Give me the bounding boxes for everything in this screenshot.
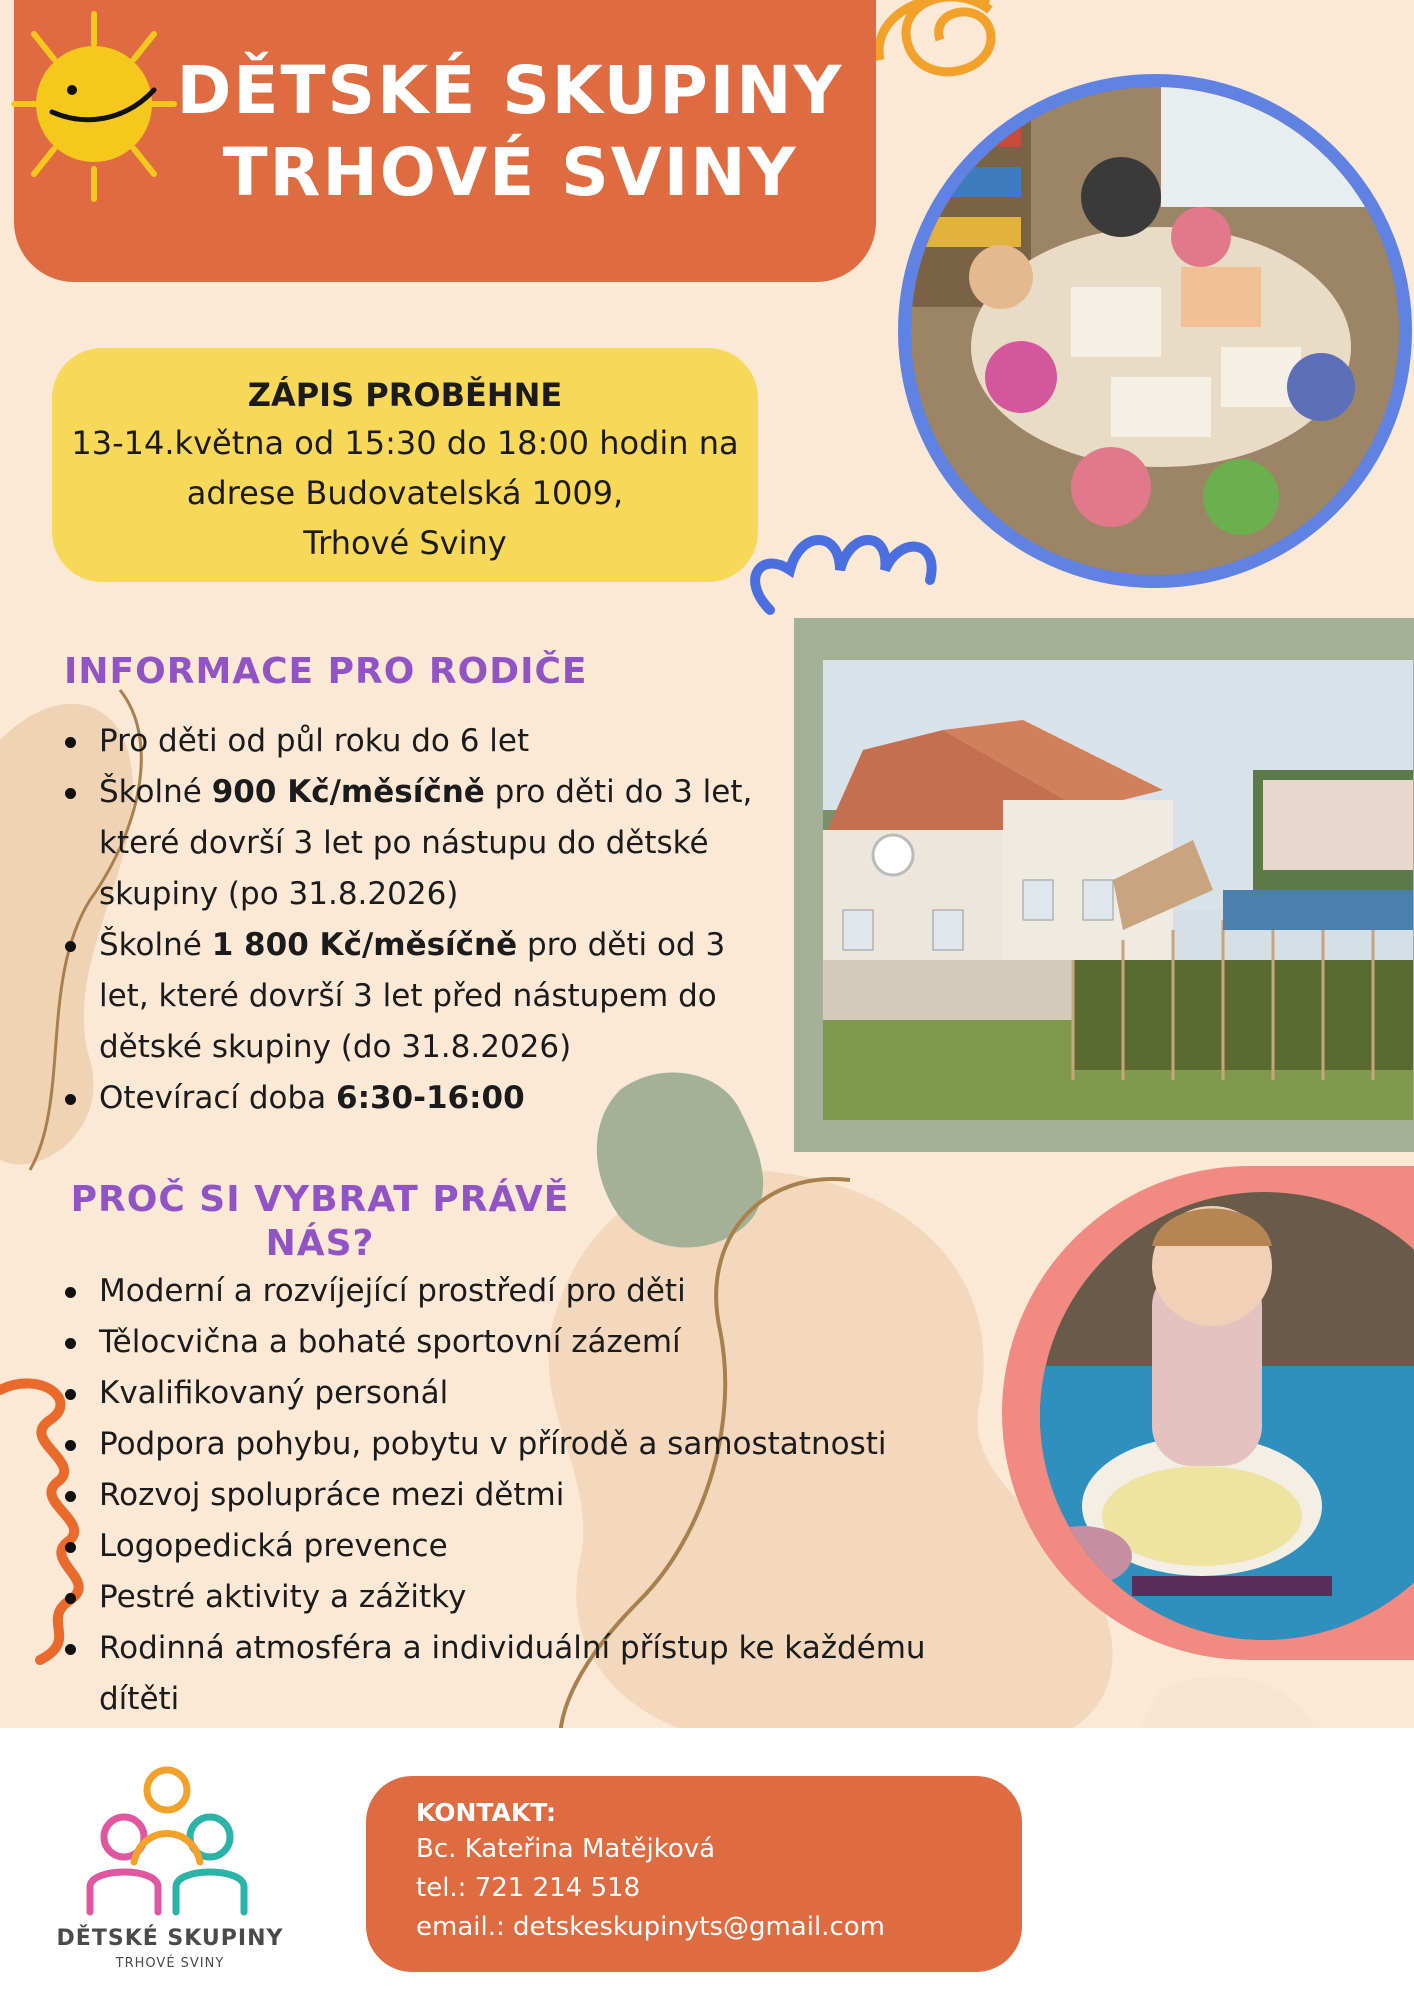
contact-phone[interactable]: tel.: 721 214 518: [416, 1873, 641, 1903]
list-item: Logopedická prevence: [60, 1521, 990, 1572]
list-item: [60, 920, 780, 1073]
list-item-highlight: 6:30-16:00: [336, 1080, 525, 1116]
list-item: Podpora pohybu, pobytu v přírodě a samostatnosti: [60, 1419, 990, 1470]
list-item-text: Školné: [99, 927, 212, 963]
building-render-photo: [823, 660, 1413, 1120]
heading-line-1: PROČ SI VYBRAT PRÁVĚ: [70, 1179, 570, 1220]
title-line-1: DĚTSKÉ SKUPINY: [176, 52, 844, 129]
list-item-highlight: 1 800 Kč/měsíčně: [211, 927, 518, 963]
section-heading-why-us: [60, 1178, 580, 1266]
children-painting-photo: [898, 74, 1412, 588]
enrollment-box: [52, 348, 758, 582]
list-item: [60, 767, 780, 920]
list-item: [60, 716, 780, 767]
list-item-text: Otevírací doba: [99, 1080, 337, 1116]
heading-line-2: NÁS?: [265, 1223, 375, 1264]
child-sensory-play-photo: [1002, 1166, 1414, 1660]
list-item: Rodinná atmosféra a individuální přístup ke každému dítěti: [60, 1623, 990, 1725]
list-item-text: pro děti do 3 let, které dovrší 3 let po nástupu do dětské skupiny (po 31.8.2026): [99, 774, 753, 912]
contact-name: Bc. Kateřina Matějková: [416, 1834, 716, 1864]
three-people-logo-icon: [82, 1762, 252, 1922]
list-item: Kvalifikovaný personál: [60, 1368, 990, 1419]
section-heading-info: INFORMACE PRO RODIČE: [64, 651, 588, 692]
contact-box: [366, 1776, 1022, 1972]
logo-subtitle: TRHOVÉ SVINY: [115, 1956, 225, 1971]
info-list: [60, 716, 780, 1124]
logo-name: DĚTSKÉ SKUPINY: [56, 1926, 284, 1951]
enrollment-town: Trhové Sviny: [303, 524, 507, 562]
title-line-2: TRHOVÉ SVINY: [222, 134, 798, 211]
contact-title: KONTAKT:: [416, 1798, 556, 1827]
list-item-text: pro děti od 3 let, které dovrší 3 let před nástupem do dětské skupiny (do 31.8.2026): [99, 927, 726, 1065]
list-item: Tělocvična a bohaté sportovní zázemí: [60, 1317, 990, 1368]
list-item: [60, 1073, 780, 1124]
enrollment-date: 13-14.května od 15:30 do 18:00 hodin na: [71, 424, 739, 462]
list-item-text: Školné: [99, 774, 212, 810]
list-item-text: Pro děti od půl roku do 6 let: [99, 723, 530, 759]
list-item-highlight: 900 Kč/měsíčně: [211, 774, 485, 810]
why-us-list: [60, 1266, 990, 1725]
page-title: [150, 50, 870, 214]
enrollment-address: adrese Budovatelská 1009,: [186, 474, 624, 512]
contact-email[interactable]: email.: detskeskupinyts@gmail.com: [416, 1912, 885, 1942]
list-item: Moderní a rozvíjející prostředí pro děti: [60, 1266, 990, 1317]
enrollment-title: ZÁPIS PROBĚHNE: [247, 376, 563, 414]
list-item: Pestré aktivity a zážitky: [60, 1572, 990, 1623]
list-item: Rozvoj spolupráce mezi dětmi: [60, 1470, 990, 1521]
